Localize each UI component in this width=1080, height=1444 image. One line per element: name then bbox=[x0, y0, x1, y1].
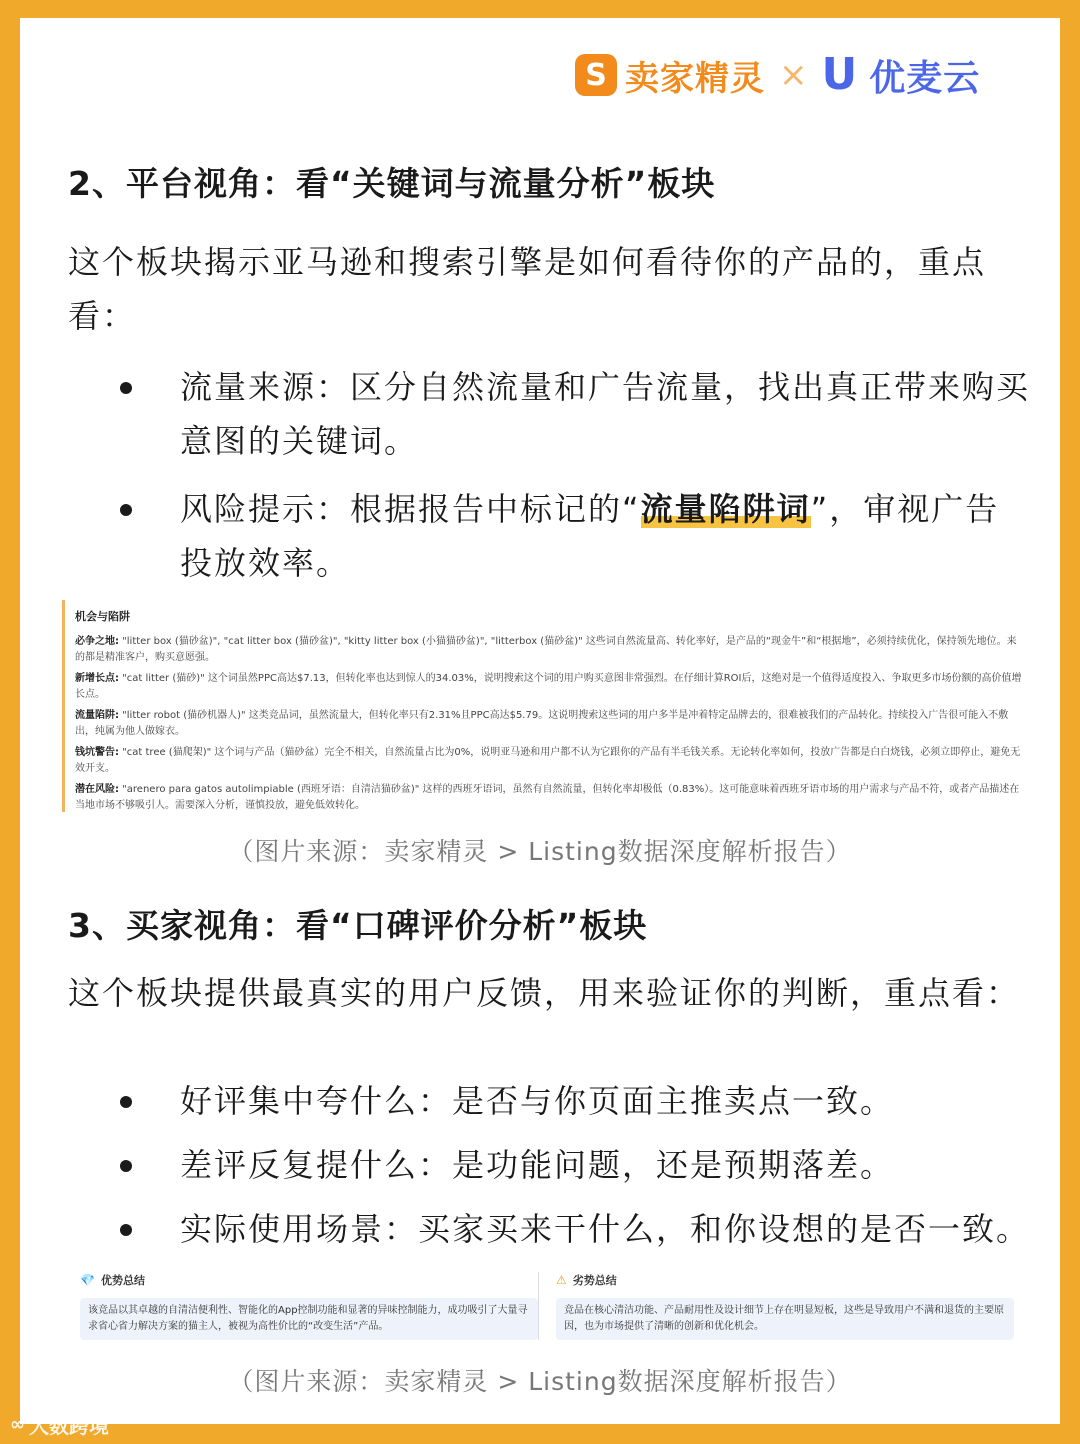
advantage-title-text: 优势总结 bbox=[100, 1274, 145, 1287]
report-item-text: "litter box (猫砂盆)", "cat litter box (猫砂盆)", "kitty litter box (小猫猫砂盆)", "litterbox (猫砂盆)" 这些词自然流量高、转化率好，是产品的“现金牛”和“根据地”，必须持续优化，保持领先地位。来的都是精准客户，购买意愿强。 bbox=[75, 636, 1017, 663]
report-item-text: "cat tree (猫爬架)" 这个词与产品（猫砂盆）完全不相关，自然流量占比为0%，说明亚马逊和用户都不认为它跟你的产品有半毛钱关系。无论转化率如何，投放广告都是白白烧钱，必须立即停止，避免无效开支。 bbox=[75, 747, 1021, 774]
report-item-label: 潜在风险: bbox=[75, 784, 119, 795]
bullet-text: ”，审视广告投放效率。 bbox=[180, 490, 1000, 582]
report-item-text: "cat litter (猫砂)" 这个词虽然PPC高达$7.13，但转化率也达到惊人的34.03%，说明搜索这个词的用户购买意图非常强烈。在仔细计算ROI后，这绝对是一个值得适度投入、争取更多市场份额的高价值增长点。 bbox=[75, 673, 1022, 700]
report-item bbox=[75, 671, 1024, 703]
panel-divider bbox=[538, 1272, 539, 1340]
watermark-logo-icon: ∞ bbox=[10, 1414, 25, 1435]
bullet-text: 流量来源：区分自然流量和广告流量，找出真正带来购买意图的关键词。 bbox=[180, 368, 1031, 460]
bullet-dot-icon bbox=[120, 1160, 132, 1172]
bullet-text: 实际使用场景：买家买来干什么，和你设想的是否一致。 bbox=[180, 1210, 1031, 1248]
times-separator: × bbox=[779, 55, 808, 95]
keyword-report-screenshot bbox=[62, 600, 1024, 812]
section2-heading: 2、平台视角：看“关键词与流量分析”板块 bbox=[68, 164, 716, 203]
bullet-dot-icon bbox=[120, 504, 132, 516]
image-caption: （图片来源：卖家精灵 > Listing数据深度解析报告） bbox=[228, 837, 852, 866]
bullet-text: 差评反复提什么：是功能问题，还是预期落差。 bbox=[180, 1146, 895, 1184]
advantage-summary-body: 该竞品以其卓越的自清洁便利性、智能化的App控制功能和显著的异味控制能力，成功吸引了大量寻求省心省力解决方案的猫主人，被视为高性价比的“改变生活”产品。 bbox=[80, 1298, 538, 1340]
disadvantage-summary-title bbox=[556, 1272, 1014, 1288]
sellersprite-brand-name: 卖家精灵 bbox=[625, 58, 765, 99]
youmaiyun-logo-icon: U bbox=[821, 49, 858, 100]
report-item-label: 新增长点: bbox=[75, 673, 119, 684]
report-item-text: "arenero para gatos autolimpiable (西班牙语：自清洁猫砂盆)" 这样的西班牙语词，虽然有自然流量，但转化率却极低（0.83%）。这可能意味着西班牙语市场的用户需求与产品不符，或者产品描述在当地市场不够吸引人。需要深入分析，谨慎投放，避免低效转化。 bbox=[75, 784, 1020, 811]
bullet-item bbox=[120, 1074, 1030, 1128]
bullet-dot-icon bbox=[120, 1096, 132, 1108]
youmaiyun-brand-name: 优麦云 bbox=[869, 57, 981, 99]
warning-icon: ⚠ bbox=[556, 1273, 567, 1287]
report-item bbox=[75, 782, 1024, 814]
section3-intro: 这个板块提供最真实的用户反馈，用来验证你的判断，重点看： bbox=[68, 974, 1021, 1012]
report-item-label: 流量陷阱: bbox=[75, 710, 119, 721]
report-item bbox=[75, 745, 1024, 777]
report-item bbox=[75, 708, 1024, 740]
bullet-item bbox=[120, 482, 1030, 590]
advantage-summary-title bbox=[80, 1272, 538, 1288]
report-item bbox=[75, 634, 1024, 666]
highlighted-term: 流量陷阱词 bbox=[640, 490, 811, 528]
disadvantage-title-text: 劣势总结 bbox=[572, 1274, 617, 1287]
report-item-label: 必争之地: bbox=[75, 636, 119, 647]
bullet-dot-icon bbox=[120, 382, 132, 394]
bullet-item bbox=[120, 1138, 1030, 1192]
bullet-item bbox=[120, 360, 1030, 468]
advantage-summary-panel bbox=[80, 1272, 538, 1342]
bullet-text: 风险提示：根据报告中标记的“ bbox=[180, 490, 641, 528]
image-caption: （图片来源：卖家精灵 > Listing数据深度解析报告） bbox=[228, 1367, 852, 1396]
bullet-item bbox=[120, 1202, 1030, 1256]
section3-heading: 3、买家视角：看“口碑评价分析”板块 bbox=[68, 906, 648, 945]
sellersprite-logo-icon: S bbox=[575, 54, 617, 96]
report-item-text: "litter robot (猫砂机器人)" 这类竞品词，虽然流量大，但转化率只有2.31%且PPC高达$5.79。这说明搜索这些词的用户多半是冲着特定品牌去的，很难被我们的产品转化。持续投入广告很可能入不敷出，纯属为他人做嫁衣。 bbox=[75, 710, 1009, 737]
report-title: 机会与陷阱 bbox=[75, 610, 130, 623]
section2-bullet-list bbox=[120, 360, 1030, 590]
watermark bbox=[10, 1410, 109, 1439]
disadvantage-summary-body: 竞品在核心清洁功能、产品耐用性及设计细节上存在明显短板，这些是导致用户不满和退货的主要原因，也为市场提供了清晰的创新和优化机会。 bbox=[556, 1298, 1014, 1340]
watermark-text: 大数跨境 bbox=[29, 1414, 109, 1438]
bullet-dot-icon bbox=[120, 1224, 132, 1236]
logo-bar bbox=[575, 50, 980, 100]
section3-bullet-list bbox=[120, 1074, 1030, 1256]
report-item-label: 钱坑警告: bbox=[75, 747, 119, 758]
bullet-text: 好评集中夸什么：是否与你页面主推卖点一致。 bbox=[180, 1082, 895, 1120]
disadvantage-summary-panel bbox=[556, 1272, 1014, 1342]
section2-intro: 这个板块揭示亚马逊和搜索引擎是如何看待你的产品的，重点看： bbox=[68, 243, 987, 335]
diamond-icon: 💎 bbox=[80, 1273, 95, 1287]
